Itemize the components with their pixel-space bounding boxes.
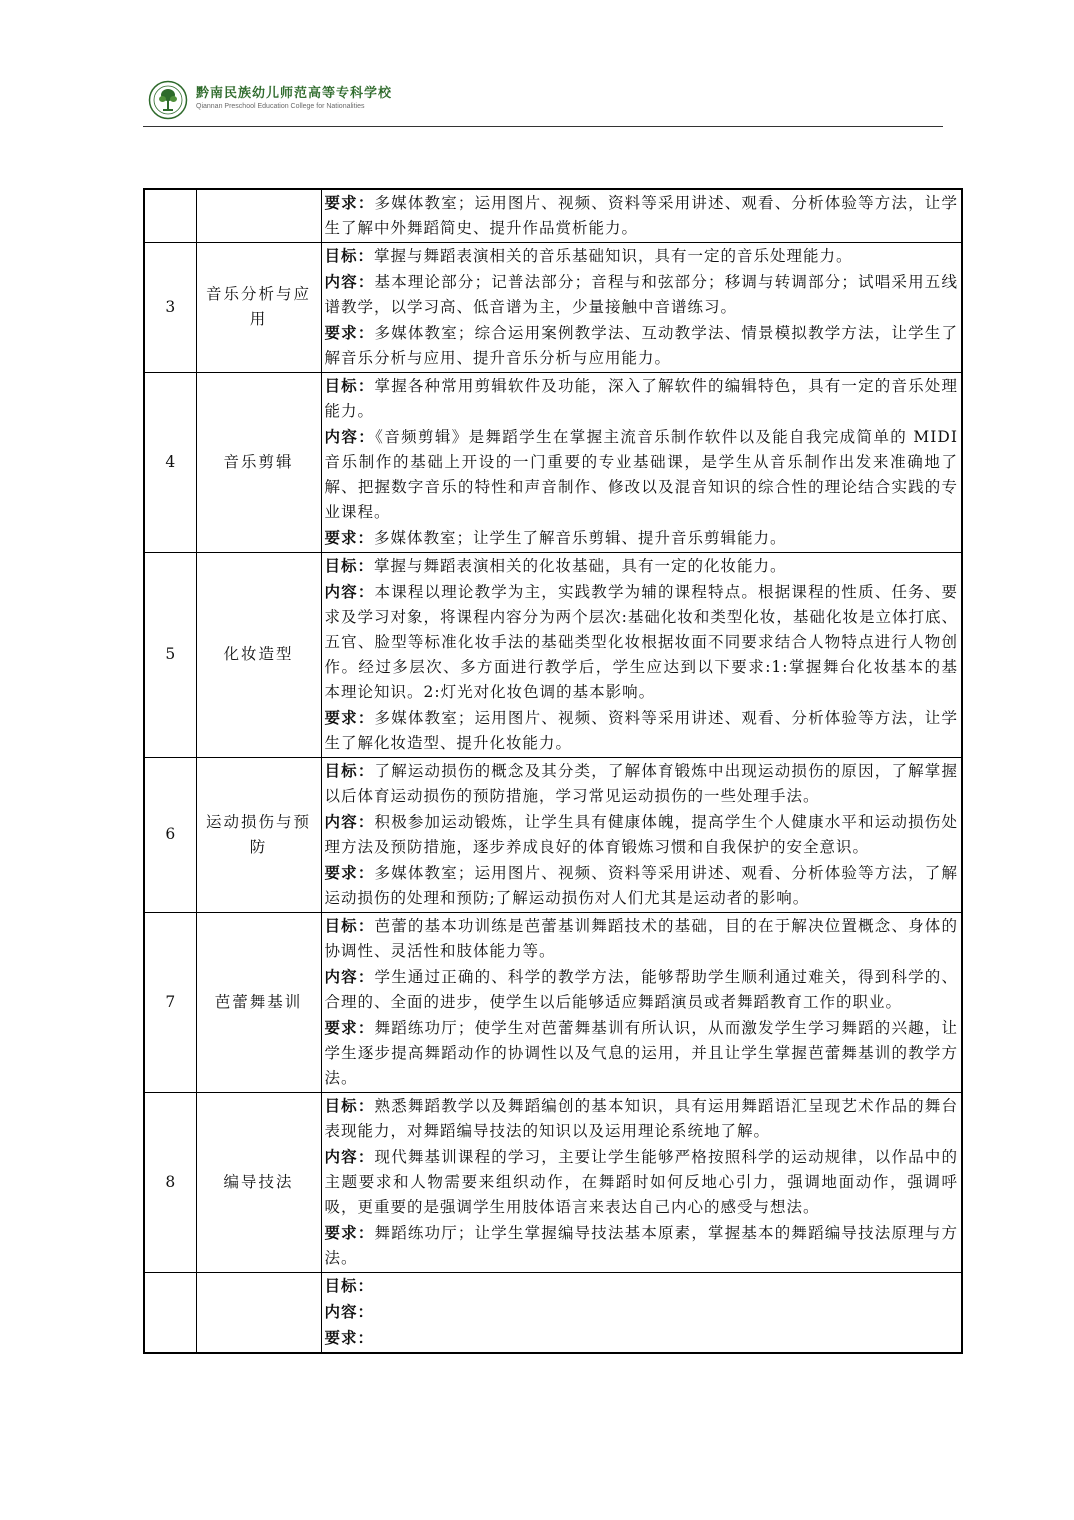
table-row [144, 373, 962, 553]
requirement-line [325, 320, 959, 371]
school-name-english: Qiannan Preschool Education College for Nationalities [196, 103, 365, 110]
course-name [196, 1273, 321, 1354]
goal-line [325, 373, 959, 424]
goal-text: 掌握与舞蹈表演相关的化妆基础，具有一定的化妆能力。 [374, 557, 787, 575]
table-row [144, 913, 962, 1093]
content-line [325, 809, 959, 860]
course-description [321, 1273, 962, 1354]
requirement-line [325, 525, 959, 551]
course-name: 芭蕾舞基训 [196, 913, 321, 1093]
course-name: 音乐分析与应用 [196, 243, 321, 373]
course-description [321, 243, 962, 373]
table-row [144, 758, 962, 913]
course-name: 化妆造型 [196, 553, 321, 758]
curriculum-table-body [144, 189, 962, 1353]
goal-text: 掌握各种常用剪辑软件及功能，深入了解软件的编辑特色，具有一定的音乐处理能力。 [324, 377, 958, 420]
goal-label: 目标： [324, 761, 375, 780]
requirement-label: 要求： [324, 528, 375, 547]
table-row [144, 553, 962, 758]
content-label: 内容： [324, 812, 375, 831]
requirement-label: 要求： [324, 708, 375, 727]
content-line [325, 1299, 959, 1325]
course-number [144, 1273, 196, 1354]
goal-label: 目标： [324, 916, 375, 935]
goal-line [325, 1093, 959, 1144]
content-text: 积极参加运动锻炼，让学生具有健康体魄，提高学生个人健康水平和运动损伤处理方法及预防措施，逐步养成良好的体育锻炼习惯和自我保护的安全意识。 [324, 813, 958, 856]
content-label: 内容： [324, 582, 375, 601]
requirement-text: 多媒体教室；运用图片、视频、资料等采用讲述、观看、分析体验等方法，让学生了解化妆造型、提升化妆能力。 [324, 709, 958, 752]
goal-text: 掌握与舞蹈表演相关的音乐基础知识，具有一定的音乐处理能力。 [374, 247, 853, 265]
goal-label: 目标： [324, 1096, 375, 1115]
goal-line [325, 243, 959, 269]
goal-line [325, 1273, 959, 1299]
requirement-text: 多媒体教室；综合运用案例教学法、互动教学法、情景模拟教学方法，让学生了解音乐分析与应用、提升音乐分析与应用能力。 [324, 324, 958, 367]
requirement-text: 舞蹈练功厅；使学生对芭蕾舞基训有所认识，从而激发学生学习舞蹈的兴趣，让学生逐步提高舞蹈动作的协调性以及气息的运用，并且让学生掌握芭蕾舞基训的教学方法。 [324, 1019, 958, 1087]
course-description [321, 1093, 962, 1273]
goal-line [325, 553, 959, 579]
course-description [321, 913, 962, 1093]
goal-text: 熟悉舞蹈教学以及舞蹈编创的基本知识，具有运用舞蹈语汇呈现艺术作品的舞台表现能力，对舞蹈编导技法的知识以及运用理论系统地了解。 [324, 1097, 958, 1140]
content-label: 内容： [324, 272, 375, 291]
content-text: 本课程以理论教学为主，实践教学为辅的课程特点。根据课程的性质、任务、要求及学习对象，将课程内容分为两个层次:基础化妆和类型化妆，基础化妆是立体打底、五官、脸型等标准化妆手法的基础类型化妆根据妆面不同要求结合人物特点进行人物创作。经过多层次、多方面进行教学后，学生应达到以下要求:1:掌握舞台化妆基本的基本理论知识。2:灯光对化妆色调的基本影响。 [324, 583, 958, 701]
content-label: 内容： [324, 427, 376, 446]
content-line [325, 579, 959, 705]
requirement-label: 要求： [324, 1018, 375, 1037]
content-text: 学生通过正确的、科学的教学方法，能够帮助学生顺利通过难关，得到科学的、合理的、全面的进步，使学生以后能够适应舞蹈演员或者舞蹈教育工作的职业。 [324, 968, 958, 1011]
goal-label: 目标： [324, 1276, 375, 1295]
content-line [325, 1144, 959, 1220]
requirement-line [325, 860, 959, 911]
requirement-line [325, 705, 959, 756]
requirement-label: 要求： [324, 193, 375, 212]
course-description [321, 553, 962, 758]
course-description [321, 189, 962, 243]
requirement-text: 多媒体教室；让学生了解音乐剪辑、提升音乐剪辑能力。 [374, 529, 787, 547]
course-description [321, 373, 962, 553]
course-number [144, 189, 196, 243]
goal-line [325, 758, 959, 809]
requirement-text: 多媒体教室；运用图片、视频、资料等采用讲述、观看、分析体验等方法，让学生了解中外舞蹈简史、提升作品赏析能力。 [324, 194, 958, 237]
course-name: 音乐剪辑 [196, 373, 321, 553]
header-divider [143, 126, 943, 127]
requirement-line [325, 1220, 959, 1271]
requirement-line [325, 1015, 959, 1091]
school-emblem-icon [148, 80, 188, 120]
content-text: 基本理论部分；记普法部分；音程与和弦部分；移调与转调部分；试唱采用五线谱教学，以学习高、低音谱为主，少量接触中音谱练习。 [324, 273, 958, 316]
requirement-label: 要求： [324, 1223, 375, 1242]
course-name: 运动损伤与预防 [196, 758, 321, 913]
requirement-text: 多媒体教室；运用图片、视频、资料等采用讲述、观看、分析体验等方法，了解运动损伤的处理和预防;了解运动损伤对人们尤其是运动者的影响。 [324, 864, 958, 907]
goal-line [325, 913, 959, 964]
course-number: 4 [144, 373, 196, 553]
content-text: 《音频剪辑》是舞蹈学生在掌握主流音乐制作软件以及能自我完成简单的 MIDI 音乐制作的基础上开设的一门重要的专业基础课，是学生从音乐制作出发来准确地了解、把握数字音乐的特性和声音制作、修改以及混音知识的综合性的理论结合实践的专业课程。 [324, 428, 958, 521]
curriculum-table [143, 188, 963, 1354]
content-label: 内容： [324, 1147, 375, 1166]
goal-text: 了解运动损伤的概念及其分类，了解体育锻炼中出现运动损伤的原因，了解掌握以后体育运动损伤的预防措施，学习常见运动损伤的一些处理手法。 [324, 762, 958, 805]
goal-label: 目标： [324, 376, 375, 395]
course-description [321, 758, 962, 913]
requirement-label: 要求： [324, 1328, 375, 1347]
course-name: 编导技法 [196, 1093, 321, 1273]
goal-label: 目标： [324, 246, 375, 265]
goal-label: 目标： [324, 556, 375, 575]
table-row [144, 1273, 962, 1354]
content-line [325, 424, 959, 525]
page-header [148, 74, 448, 124]
course-number: 7 [144, 913, 196, 1093]
course-number: 6 [144, 758, 196, 913]
requirement-line [325, 190, 959, 241]
content-label: 内容： [324, 1302, 375, 1321]
table-row [144, 243, 962, 373]
requirement-text: 舞蹈练功厅；让学生掌握编导技法基本原素，掌握基本的舞蹈编导技法原理与方法。 [324, 1224, 958, 1267]
goal-text: 芭蕾的基本功训练是芭蕾基训舞蹈技术的基础，目的在于解决位置概念、身体的协调性、灵活性和肢体能力等。 [324, 917, 958, 960]
table-row [144, 1093, 962, 1273]
course-number: 8 [144, 1093, 196, 1273]
content-label: 内容： [324, 967, 375, 986]
requirement-label: 要求： [324, 323, 375, 342]
content-line [325, 964, 959, 1015]
content-line [325, 269, 959, 320]
content-text: 现代舞基训课程的学习，主要让学生能够严格按照科学的运动规律，以作品中的主题要求和人物需要来组织动作，在舞蹈时如何反地心引力，强调地面动作，强调呼吸，更重要的是强调学生用肢体语言来表达自己内心的感受与想法。 [324, 1148, 958, 1216]
school-name: 黔南民族幼儿师范高等专科学校 [196, 86, 393, 101]
requirement-label: 要求： [324, 863, 375, 882]
course-number: 5 [144, 553, 196, 758]
requirement-line [325, 1325, 959, 1351]
course-number: 3 [144, 243, 196, 373]
course-name [196, 189, 321, 243]
table-row [144, 189, 962, 243]
